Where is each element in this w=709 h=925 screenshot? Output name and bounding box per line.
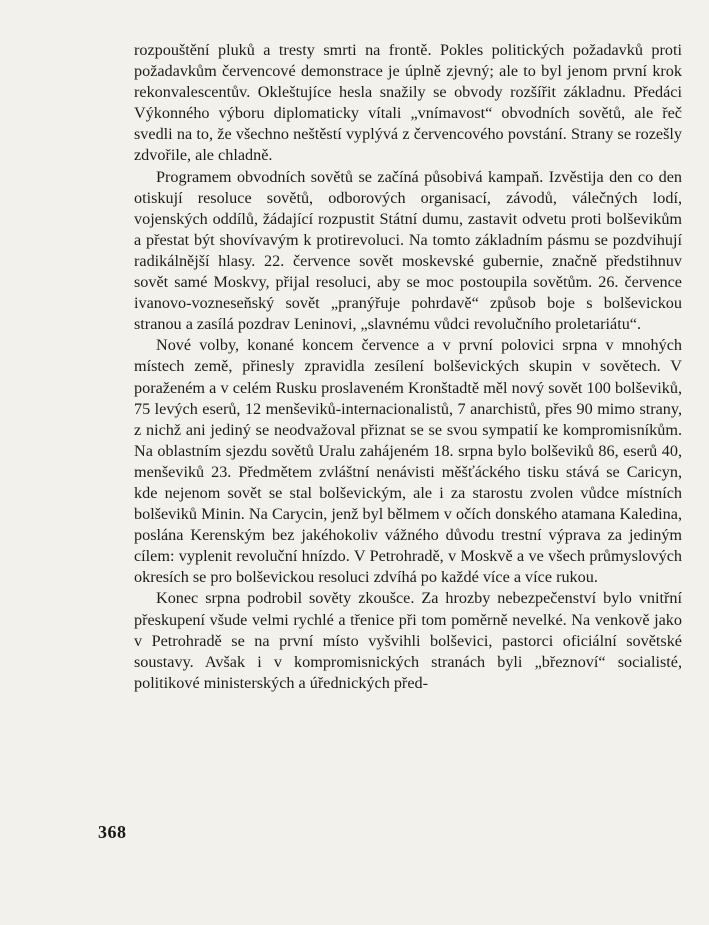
paragraph-3: Nové volby, konané koncem července a v první polovici srpna v mnohých místech země, přinesly zpravidla zesílení bolševických skupin v sovětech. V poraženém a v celém Rusku proslaveném Kronštadtě měl nový sovět 100 bolševiků, 75 levých eserů, 12 menševiků-internacionalistů, 7 anarchistů, přes 90 mimo strany, z nichž ani jediný se neodvažoval přiznat se se svou sympatií ke kompromisníkům. Na oblastním sjezdu sovětů Uralu zahájeném 18. srpna bylo bolševiků 86, eserů 40, menševiků 23. Předmětem zvláštní nenávisti měšťáckého tisku stává se Caricyn, kde nejenom sovět se stal bolševickým, ale i za starostu zvolen vůdce místních bolševiků Minin. Na Carycin, jenž byl bělmem v očích donského atamana Kaledina, poslána Kerenským bez jakéhokoliv vážného důvodu trestní výprava za jediným cílem: vyplenit revoluční hnízdo. V Petrohradě, v Moskvě a ve všech průmyslových okresích se pro bolševickou resoluci zdvíhá po každé více a více rukou. xyxy=(134,336,682,587)
page-number: 368 xyxy=(98,822,127,842)
paragraph-4: Konec srpna podrobil sověty zkoušce. Za hrozby nebezpečenství bylo vnitřní přeskupení všude velmi rychlé a třenice při tom poměrně nevelké. Na venkově jako v Petrohradě se na první místo vyšvihli bolševici, pastorci oficiální sovětské soustavy. Avšak i v kompromisnických stranách byli „březnoví“ socialisté, politikové ministerských a úřednických před- xyxy=(134,589,682,692)
body-text xyxy=(134,40,682,694)
paragraph-2: Programem obvodních sovětů se začíná působivá kampaň. Izvěstija den co den otiskují resoluce sovětů, odborových organisací, závodů, válečných lodí, vojenských oddílů, žádající rozpustit Státní dumu, zastavit odvetu proti bolševikům a přestat být shovívavým k protirevoluci. Na tomto základním pásmu se pozdvihují radikálnější hlasy. 22. července sovět moskevské gubernie, značně předstihnuv sovět samé Moskvy, přijal resoluci, aby se moc postoupila sovětům. 26. července ivanovo-vozneseňský sovět „pranýřuje pohrdavě“ způsob boje s bolševickou stranou a zasílá pozdrav Leninovi, „slavnému vůdci revolučního proletariátu“. xyxy=(134,167,682,334)
paragraph-1: rozpouštění pluků a tresty smrti na frontě. Pokles politických požadavků proti požadavkům červencové demonstrace je úplně zjevný; ale to byl jenom první krok rekonvalescentův. Okleštujíce hesla snažily se obvody rozšířit základnu. Předáci Výkonného výboru diplomaticky vítali „vnímavost“ obvodních sovětů, ale řeč svedli na to, že všechno neštěstí vyplývá z červencového povstání. Strany se rozešly zdvořile, ale chladně. xyxy=(134,41,682,165)
